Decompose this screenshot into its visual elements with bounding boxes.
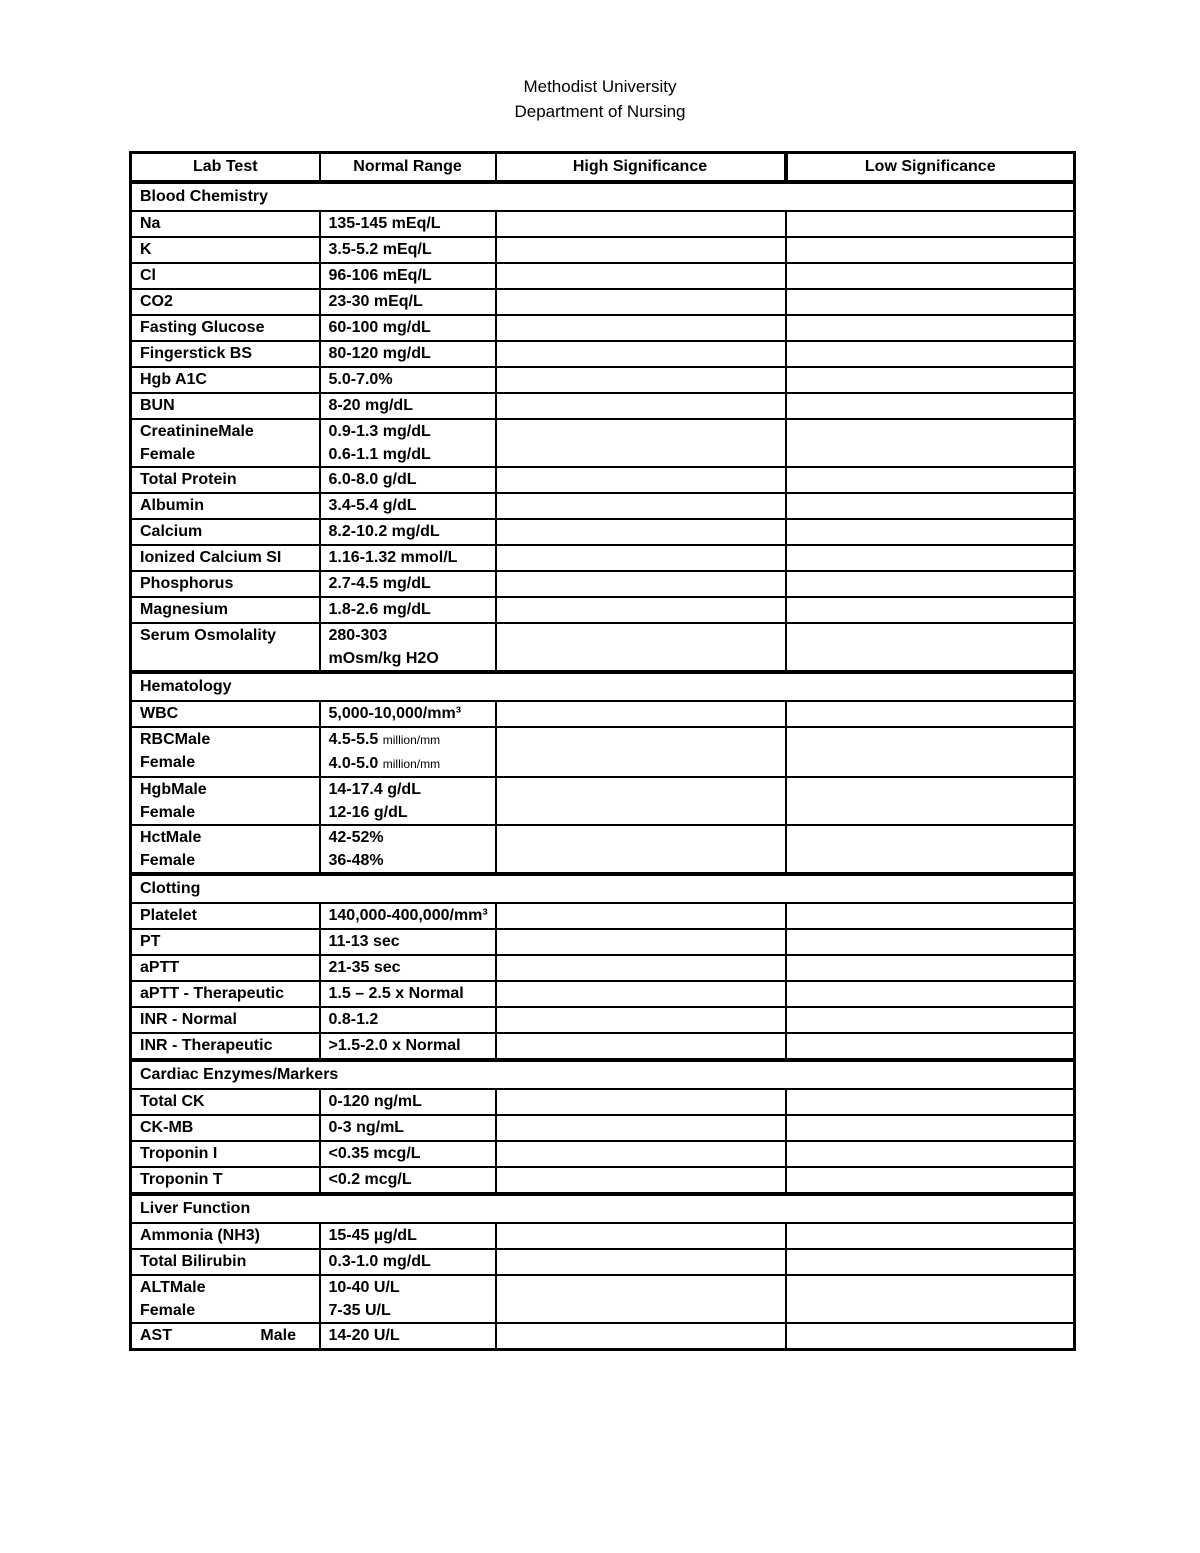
low-significance-cell[interactable] — [786, 1115, 1075, 1141]
normal-range: 60-100 mg/dL — [320, 315, 496, 341]
table-row — [131, 1007, 1075, 1033]
low-significance-cell[interactable] — [786, 419, 1075, 467]
normal-range — [320, 419, 496, 467]
high-significance-cell[interactable] — [496, 571, 786, 597]
low-significance-cell[interactable] — [786, 493, 1075, 519]
normal-range: <0.2 mcg/L — [320, 1167, 496, 1194]
normal-range: 15-45 µg/dL — [320, 1223, 496, 1249]
low-significance-cell[interactable] — [786, 367, 1075, 393]
high-significance-cell[interactable] — [496, 263, 786, 289]
table-row — [131, 1033, 1075, 1060]
col-header-low-significance: Low Significance — [786, 153, 1075, 183]
table-row — [131, 1249, 1075, 1275]
low-significance-cell[interactable] — [786, 955, 1075, 981]
high-significance-cell[interactable] — [496, 903, 786, 929]
normal-range: 1.16-1.32 mmol/L — [320, 545, 496, 571]
table-row — [131, 341, 1075, 367]
high-significance-cell[interactable] — [496, 981, 786, 1007]
sex-label-male: Male — [165, 829, 202, 846]
lab-values-table — [129, 151, 1076, 1351]
low-significance-cell[interactable] — [786, 1167, 1075, 1194]
lab-name: Calcium — [131, 519, 320, 545]
lab-name-text: Creatinine — [140, 423, 219, 440]
normal-range: 3.4-5.4 g/dL — [320, 493, 496, 519]
normal-range: 80-120 mg/dL — [320, 341, 496, 367]
table-row — [131, 1323, 1075, 1350]
section-cardiac-enzymes — [131, 1060, 1075, 1089]
normal-range: 1.8-2.6 mg/dL — [320, 597, 496, 623]
table-row — [131, 903, 1075, 929]
sex-label-female: Female — [140, 852, 196, 869]
lab-name: Na — [131, 211, 320, 237]
range-female: 0.6-1.1 mg/dL — [328, 446, 431, 463]
low-significance-cell[interactable] — [786, 597, 1075, 623]
low-significance-cell[interactable] — [786, 1089, 1075, 1115]
high-significance-cell[interactable] — [496, 1007, 786, 1033]
section-title: Clotting — [131, 874, 1075, 903]
low-significance-cell[interactable] — [786, 1249, 1075, 1275]
normal-range: 0-120 ng/mL — [320, 1089, 496, 1115]
lab-name-text: RBC — [140, 731, 175, 748]
normal-range: 3.5-5.2 mEq/L — [320, 237, 496, 263]
lab-name: Phosphorus — [131, 571, 320, 597]
section-title: Cardiac Enzymes/Markers — [131, 1060, 1075, 1089]
lab-name: Ionized Calcium SI — [131, 545, 320, 571]
range-line-2: mOsm/kg H2O — [328, 650, 439, 667]
table-row — [131, 571, 1075, 597]
col-header-high-significance: High Significance — [496, 153, 786, 183]
section-title: Liver Function — [131, 1194, 1075, 1223]
lab-name: CO2 — [131, 289, 320, 315]
table-row — [131, 289, 1075, 315]
normal-range: 11-13 sec — [320, 929, 496, 955]
high-significance-cell[interactable] — [496, 701, 786, 727]
lab-name: Fasting Glucose — [131, 315, 320, 341]
low-significance-cell[interactable] — [786, 1323, 1075, 1350]
low-significance-cell[interactable] — [786, 623, 1075, 672]
high-significance-cell[interactable] — [496, 929, 786, 955]
range-female: 12-16 g/dL — [328, 804, 408, 821]
table-row — [131, 1167, 1075, 1194]
col-header-lab-test: Lab Test — [131, 153, 320, 183]
low-significance-cell[interactable] — [786, 701, 1075, 727]
lab-name: Total Bilirubin — [131, 1249, 320, 1275]
high-significance-cell[interactable] — [496, 1167, 786, 1194]
low-significance-cell[interactable] — [786, 237, 1075, 263]
high-significance-cell[interactable] — [496, 1223, 786, 1249]
normal-range: 5.0-7.0% — [320, 367, 496, 393]
normal-range — [320, 777, 496, 825]
normal-range: 21-35 sec — [320, 955, 496, 981]
lab-name: CK-MB — [131, 1115, 320, 1141]
normal-range — [320, 1275, 496, 1323]
normal-range: 96-106 mEq/L — [320, 263, 496, 289]
high-significance-cell[interactable] — [496, 493, 786, 519]
lab-name: Magnesium — [131, 597, 320, 623]
table-row — [131, 237, 1075, 263]
range-male: 42-52% — [328, 829, 384, 846]
normal-range: 6.0-8.0 g/dL — [320, 467, 496, 493]
table-row — [131, 1089, 1075, 1115]
lab-name: aPTT - Therapeutic — [131, 981, 320, 1007]
lab-name: K — [131, 237, 320, 263]
lab-name: PT — [131, 929, 320, 955]
normal-range — [320, 727, 496, 777]
high-significance-cell[interactable] — [496, 393, 786, 419]
low-significance-cell[interactable] — [786, 1223, 1075, 1249]
normal-range: 0-3 ng/mL — [320, 1115, 496, 1141]
table-row — [131, 545, 1075, 571]
university-name: Methodist University — [523, 77, 677, 96]
low-significance-cell[interactable] — [786, 1141, 1075, 1167]
table-row — [131, 1141, 1075, 1167]
high-significance-cell[interactable] — [496, 955, 786, 981]
section-hematology — [131, 672, 1075, 701]
range-male: 10-40 U/L — [328, 1279, 400, 1296]
normal-range: 14-20 U/L — [320, 1323, 496, 1350]
high-significance-cell[interactable] — [496, 1115, 786, 1141]
lab-name: Troponin T — [131, 1167, 320, 1194]
normal-range — [320, 825, 496, 874]
lab-name — [131, 825, 320, 874]
section-title: Hematology — [131, 672, 1075, 701]
low-significance-cell[interactable] — [786, 1033, 1075, 1060]
normal-range: 0.3-1.0 mg/dL — [320, 1249, 496, 1275]
table-row — [131, 467, 1075, 493]
sex-label-male: Male — [174, 731, 211, 748]
lab-name: INR - Normal — [131, 1007, 320, 1033]
lab-name: WBC — [131, 701, 320, 727]
table-row — [131, 777, 1075, 825]
low-significance-cell[interactable] — [786, 727, 1075, 777]
high-significance-cell[interactable] — [496, 341, 786, 367]
sex-label-female: Female — [140, 446, 196, 463]
high-significance-cell[interactable] — [496, 419, 786, 467]
high-significance-cell[interactable] — [496, 1089, 786, 1115]
lab-name — [131, 1323, 320, 1350]
high-significance-cell[interactable] — [496, 1141, 786, 1167]
normal-range: 8-20 mg/dL — [320, 393, 496, 419]
table-row — [131, 929, 1075, 955]
low-significance-cell[interactable] — [786, 519, 1075, 545]
lab-name: BUN — [131, 393, 320, 419]
range-female: 7-35 U/L — [328, 1302, 391, 1319]
table-row — [131, 519, 1075, 545]
high-significance-cell[interactable] — [496, 1323, 786, 1350]
normal-range: <0.35 mcg/L — [320, 1141, 496, 1167]
table-row — [131, 597, 1075, 623]
low-significance-cell[interactable] — [786, 571, 1075, 597]
table-row — [131, 981, 1075, 1007]
high-significance-cell[interactable] — [496, 367, 786, 393]
low-significance-cell[interactable] — [786, 545, 1075, 571]
sex-label-female: Female — [140, 1302, 196, 1319]
table-row — [131, 493, 1075, 519]
low-significance-cell[interactable] — [786, 777, 1075, 825]
table-row — [131, 623, 1075, 672]
sex-label-male: Male — [171, 781, 207, 798]
normal-range: 23-30 mEq/L — [320, 289, 496, 315]
high-significance-cell[interactable] — [496, 545, 786, 571]
high-significance-cell[interactable] — [496, 289, 786, 315]
sex-label-female: Female — [140, 754, 196, 771]
table-row — [131, 1115, 1075, 1141]
table-row — [131, 701, 1075, 727]
normal-range: 5,000-10,000/mm³ — [320, 701, 496, 727]
high-significance-cell[interactable] — [496, 825, 786, 874]
table-row — [131, 393, 1075, 419]
table-row — [131, 211, 1075, 237]
lab-name: Hgb A1C — [131, 367, 320, 393]
low-significance-cell[interactable] — [786, 289, 1075, 315]
high-significance-cell[interactable] — [496, 237, 786, 263]
high-significance-cell[interactable] — [496, 727, 786, 777]
high-significance-cell[interactable] — [496, 1275, 786, 1323]
lab-name — [131, 419, 320, 467]
normal-range: 1.5 – 2.5 x Normal — [320, 981, 496, 1007]
table-row — [131, 367, 1075, 393]
high-significance-cell[interactable] — [496, 597, 786, 623]
normal-range: >1.5-2.0 x Normal — [320, 1033, 496, 1060]
range-unit: million/mm — [382, 733, 441, 747]
low-significance-cell[interactable] — [786, 315, 1075, 341]
low-significance-cell[interactable] — [786, 467, 1075, 493]
low-significance-cell[interactable] — [786, 981, 1075, 1007]
sex-label-female: Female — [140, 804, 196, 821]
high-significance-cell[interactable] — [496, 519, 786, 545]
low-significance-cell[interactable] — [786, 903, 1075, 929]
sex-label-male: Male — [169, 1279, 206, 1296]
lab-name: Fingerstick BS — [131, 341, 320, 367]
lab-name-text: ALT — [140, 1279, 170, 1296]
low-significance-cell[interactable] — [786, 211, 1075, 237]
section-blood-chemistry — [131, 182, 1075, 211]
lab-name-text: Hgb — [140, 781, 172, 798]
low-significance-cell[interactable] — [786, 1275, 1075, 1323]
table-header-row — [131, 153, 1075, 183]
table-row — [131, 263, 1075, 289]
high-significance-cell[interactable] — [496, 1033, 786, 1060]
normal-range: 0.8-1.2 — [320, 1007, 496, 1033]
high-significance-cell[interactable] — [496, 467, 786, 493]
normal-range — [320, 623, 496, 672]
lab-name-text: Hct — [140, 829, 166, 846]
table-row — [131, 727, 1075, 777]
table-row — [131, 825, 1075, 874]
high-significance-cell[interactable] — [496, 1249, 786, 1275]
table-row — [131, 955, 1075, 981]
lab-name: Cl — [131, 263, 320, 289]
lab-name: Ammonia (NH3) — [131, 1223, 320, 1249]
lab-name: Total CK — [131, 1089, 320, 1115]
lab-name: INR - Therapeutic — [131, 1033, 320, 1060]
high-significance-cell[interactable] — [496, 211, 786, 237]
high-significance-cell[interactable] — [496, 777, 786, 825]
lab-name — [131, 777, 320, 825]
lab-name: Serum Osmolality — [131, 623, 320, 672]
table-row — [131, 315, 1075, 341]
range-female: 4.0-5.0 — [328, 755, 379, 772]
low-significance-cell[interactable] — [786, 393, 1075, 419]
low-significance-cell[interactable] — [786, 1007, 1075, 1033]
low-significance-cell[interactable] — [786, 263, 1075, 289]
table-row — [131, 419, 1075, 467]
range-unit: million/mm — [382, 757, 441, 771]
low-significance-cell[interactable] — [786, 825, 1075, 874]
lab-name: Troponin I — [131, 1141, 320, 1167]
normal-range: 2.7-4.5 mg/dL — [320, 571, 496, 597]
sex-label-male: Male — [218, 423, 254, 440]
lab-name: Total Protein — [131, 467, 320, 493]
lab-name — [131, 727, 320, 777]
sex-label-male: Male — [260, 1327, 296, 1344]
normal-range: 8.2-10.2 mg/dL — [320, 519, 496, 545]
lab-name: aPTT — [131, 955, 320, 981]
section-title: Blood Chemistry — [131, 182, 1075, 211]
normal-range: 135-145 mEq/L — [320, 211, 496, 237]
lab-name: Platelet — [131, 903, 320, 929]
col-header-normal-range: Normal Range — [320, 153, 496, 183]
lab-name-text: AST — [140, 1327, 172, 1344]
range-male: 0.9-1.3 mg/dL — [328, 423, 431, 440]
document-heading — [0, 74, 1200, 124]
high-significance-cell[interactable] — [496, 623, 786, 672]
high-significance-cell[interactable] — [496, 315, 786, 341]
range-line-1: 280-303 — [328, 627, 388, 644]
low-significance-cell[interactable] — [786, 341, 1075, 367]
section-clotting — [131, 874, 1075, 903]
table-row — [131, 1275, 1075, 1323]
table-row — [131, 1223, 1075, 1249]
range-male: 4.5-5.5 — [328, 731, 379, 748]
low-significance-cell[interactable] — [786, 929, 1075, 955]
lab-name — [131, 1275, 320, 1323]
range-female: 36-48% — [328, 852, 384, 869]
section-liver-function — [131, 1194, 1075, 1223]
normal-range: 140,000-400,000/mm³ — [320, 903, 496, 929]
range-male: 14-17.4 g/dL — [328, 781, 421, 798]
department-name: Department of Nursing — [514, 102, 686, 121]
lab-name: Albumin — [131, 493, 320, 519]
